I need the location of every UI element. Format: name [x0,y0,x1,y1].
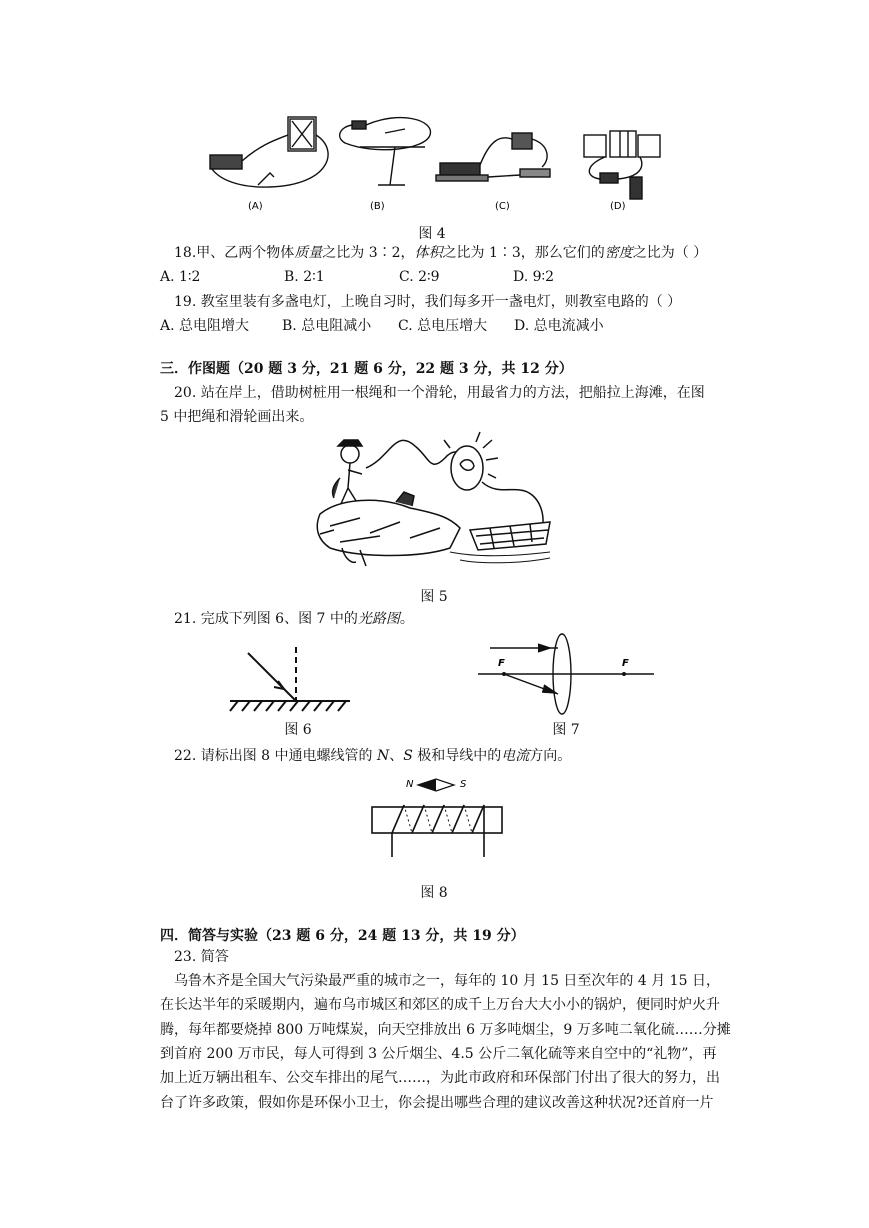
section-3-heading: 三．作图题（20 题 3 分，21 题 6 分，22 题 3 分，共 12 分） [160,361,573,377]
question-21 [174,609,414,629]
q19-option-d: D. 总电流减小 [514,318,604,334]
q19-option-b: B. 总电阻减小 [282,318,372,334]
q22-term-current: 电流 [501,748,530,764]
fig7-focus-left: F [498,658,505,669]
fig7-caption: 图 7 [552,722,580,738]
fig4-caption: 图 4 [418,226,446,242]
figure-8 [364,775,514,865]
q20-line-1: 20. 站在岸上，借助树桩用一根绳和一个滑轮，用最省力的方法，把船拉上海滩，在图 [174,385,705,401]
q18-option-d: D. 9∶2 [513,269,555,285]
q23-title: 23. 简答 [174,949,229,965]
q23-line-4: 到首府 200 万市民，每人可得到 3 公斤烟尘、4.5 公斤二氧化硫等来自空中的“礼物”，再 [160,1046,717,1062]
q21-term: 光路图 [357,611,400,627]
q18-option-b: B. 2∶1 [284,269,325,285]
q18-term-mass: 质量 [294,245,323,261]
q19-option-c: C. 总电压增大 [398,318,488,334]
q23-line-2: 在长达半年的采暖期内，遍布乌市城区和郊区的成千上万台大大小小的锅炉，便同时炉火升 [160,997,720,1013]
q22-pole-n: N [376,748,390,764]
q18-number: 18. [174,245,197,261]
fig8-caption: 图 8 [420,885,448,901]
q19-options [160,316,604,336]
q23-line-3: 腾，每年都要烧掉 800 万吨煤炭，向天空排放出 6 万多吨烟尘，9 万多吨二氧化硫……分摊 [160,1022,731,1038]
q20-line-2: 5 中把绳和滑轮画出来。 [160,409,314,425]
q18-text-post: 之比为（ ） [632,245,708,261]
q23-line-6: 台了许多政策，假如你是环保小卫士，你会提出哪些合理的建议改善这种状况?还首府一片 [160,1095,714,1111]
q21-text-pre: 21. 完成下列图 6、图 7 中的 [174,611,358,627]
q23-line-5: 加上近万辆出租车、公交车排出的尾气……，为此市政府和环保部门付出了很大的努力，出 [160,1070,720,1086]
q22-text-post: 方向。 [529,748,572,764]
section-4-heading: 四．简答与实验（23 题 6 分，24 题 13 分，共 19 分） [160,928,525,944]
q19-option-a: A. 总电阻增大 [160,318,250,334]
question-19: 19. 教室里装有多盏电灯，上晚自习时，我们每多开一盏电灯，则教室电路的（ ） [174,294,682,310]
q18-text-mid2: 之比为 1∶3，那么它们的 [442,245,605,261]
question-18 [174,243,707,263]
q22-sep: 、 [389,748,404,764]
q18-text-mid1: 之比为 3∶2， [322,245,415,261]
q18-term-volume: 体积 [414,245,443,261]
q23-line-1: 乌鲁木齐是全国大气污染最严重的城市之一，每年的 10 月 15 日至次年的 4 月 15 日， [174,973,720,989]
q18-option-c: C. 2∶9 [399,269,440,285]
fig5-caption: 图 5 [420,589,448,605]
figure-6 [226,645,356,715]
fig4-panel-a: (A) [248,201,263,212]
figure-4 [200,105,670,215]
fig4-panel-d: (D) [610,201,626,212]
q22-text-pre: 22. 请标出图 8 中通电螺线管的 [174,748,377,764]
q18-term-density: 密度 [604,245,633,261]
q18-text-pre: 甲、乙两个物体 [196,245,295,261]
fig8-needle-s: S [460,779,467,790]
q22-pole-s: S [403,748,413,764]
fig4-panel-c: (C) [495,201,510,212]
figure-7 [476,632,656,722]
q18-options [160,267,554,287]
question-22 [174,746,571,766]
fig6-caption: 图 6 [284,722,312,738]
figure-5 [300,418,560,578]
q21-text-post: 。 [399,611,414,627]
q18-option-a: A. 1∶2 [160,269,201,285]
fig4-panel-b: (B) [370,201,385,212]
fig8-needle-n: N [406,779,414,790]
fig7-focus-right: F [622,658,629,669]
q22-text-mid: 极和导线中的 [412,748,502,764]
